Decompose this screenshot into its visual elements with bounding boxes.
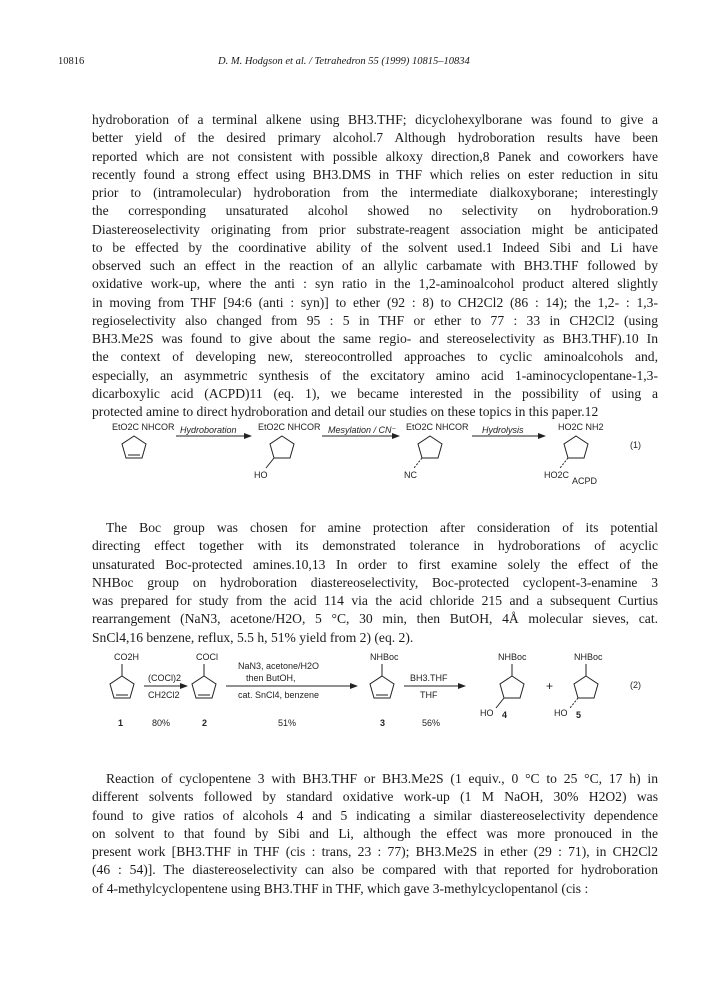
text-line: recently found a strong effect using BH3.DMS in THF which relies on ester reduction in situ: [92, 166, 658, 182]
equation-number: (2): [630, 680, 641, 690]
text-line: directing effect together with its demonstrated tolerance in hydroborations of acyclic: [92, 538, 658, 554]
cn-bond: [414, 458, 422, 468]
cyclopentane-ring: [270, 436, 294, 458]
text-line: different solvents followed by standard oxidative work-up (1 M NaOH, 30% H2O2) was: [92, 789, 658, 805]
oh-bond: [570, 698, 578, 708]
text-line: on solvent to that found by Sibi and Li, although the effect was more pronouced in the: [92, 825, 658, 841]
text-line: present work [BH3.THF in THF (cis : trans, 23 : 77); BH3.Me2S in ether (29 : 71), in CH2Cl2: [92, 844, 658, 859]
yield-label: 80%: [152, 718, 171, 728]
scheme-1-drawing: [92, 422, 658, 494]
arrow-head: [244, 433, 252, 439]
text-line: NHBoc group on hydroboration diastereoselectivity, Boc-protected cyclopent-3-enamine 3: [92, 574, 658, 590]
body-paragraph-1: [92, 111, 658, 421]
hydroxyl-label: HO: [554, 708, 568, 718]
cyclopentane-ring: [500, 676, 524, 698]
cyclopentane-ring: [418, 436, 442, 458]
text-line: unsaturated Boc-protected amines.10,13 In order to first examine solely the effect of the: [92, 556, 658, 572]
text-line: BH3.Me2S was found to give about the same regio- and stereoselectivity as BH3.THF).10 In: [92, 331, 658, 346]
compound-number: 1: [118, 718, 124, 728]
arrow-head: [458, 683, 466, 689]
text-line: rearrangement (NaN3, acetone/H2O, 5 °C, 30 min, then ButOH, 4Å molecular sieves, cat.: [92, 611, 658, 627]
scheme-eq-1: [92, 422, 658, 494]
scheme1-label: EtO2C NHCOR: [112, 422, 175, 432]
group-label: COCl: [196, 652, 218, 662]
scheme-2-drawing: [92, 650, 658, 738]
cyclopentane-ring: [574, 676, 598, 698]
text-line: dicarboxylic acid (ACPD)11 (eq. 1), we became interested in the possibility of using a: [92, 385, 658, 401]
running-header: [58, 56, 658, 72]
arrow-label: Hydroboration: [180, 425, 237, 435]
arrow-head: [350, 683, 358, 689]
text-line: to be effected by the coordinative ability of the solvent used.1 Indeed Sibi and Li have: [92, 239, 658, 255]
catalyst-label: cat. SnCl4, benzene: [238, 690, 320, 700]
oh-bond: [496, 698, 504, 708]
text-line: the context of developing new, stereocontrolled approaches to cyclic aminoalcohols and,: [92, 349, 658, 365]
compound-number: 3: [380, 718, 386, 728]
body-paragraph-3: [92, 770, 658, 898]
text-line: of 4-methylcyclopentene using BH3.THF in THF, which gave 3-methylcyclopentanol (cis :: [92, 880, 589, 896]
product-name: ACPD: [572, 476, 598, 486]
text-line: hydroboration of a terminal alkene using BH3.THF; dicyclohexylborane was found to give a: [92, 112, 658, 127]
text-line: better yield of the desired primary alcohol.7 Although hydroboration results have been: [92, 130, 658, 146]
scheme1-label: EtO2C NHCOR: [406, 422, 469, 432]
text-line: SnCl4,16 benzene, reflux, 5.5 h, 51% yield from 2) (eq. 2).: [92, 629, 414, 645]
text-line: especially, an asymmetric synthesis of the excitatory amino acid 1-aminocyclopentane-1,3-: [92, 367, 658, 383]
text-line: regioselectivity also changed from 95 : 5 in THF or ether to 77 : 33 in CH2Cl2 (using: [92, 312, 658, 328]
compound-number: 2: [202, 718, 208, 728]
arrow-head: [538, 433, 546, 439]
substituent-label: HO: [254, 470, 268, 480]
reagent-label: NaN3, acetone/H2O: [238, 661, 320, 671]
text-line: The Boc group was chosen for amine protection after consideration of its potential: [106, 520, 658, 535]
text-line: Reaction of cyclopentene 3 with BH3.THF or BH3.Me2S (1 equiv., 0 °C to 25 °C, 17 h) in: [106, 771, 658, 786]
arrow-head: [180, 683, 188, 689]
text-line: oxidative work-up, where the anti : syn ratio in the 1,2-aminoalcohol product altered slightly: [92, 276, 658, 292]
text-line: found to give ratios of alcohols 4 and 5 indicating a similar diastereoselectivity dependence: [92, 807, 658, 823]
page-number: 10816: [58, 56, 85, 67]
body-paragraph-2: [92, 519, 658, 647]
reagent-label: then ButOH,: [246, 673, 296, 683]
text-line: the corresponding unsaturated alcohol showed no selectivity on hydroboration.9: [92, 203, 658, 219]
text-line: observed such an effect in the reaction of an allylic carbamate with BH3.THF followed by: [92, 258, 658, 273]
substituent-label: HO2C: [544, 470, 570, 480]
solvent-label: THF: [420, 690, 438, 700]
hydroxyl-label: HO: [480, 708, 494, 718]
scheme1-label: EtO2C NHCOR: [258, 422, 321, 432]
yield-label: 51%: [278, 718, 297, 728]
substituent-label: NC: [404, 470, 417, 480]
text-line: protected amine to direct hydroboration and detail our studies on these topics in this paper.12: [92, 404, 599, 419]
scheme1-label: HO2C NH2: [558, 422, 604, 432]
co2h-bond: [560, 458, 568, 468]
cyclopentane-ring: [564, 436, 588, 458]
text-line: prior to (intramolecular) hydroboration from the intermediate dialkoxyborane; interestingly: [92, 185, 658, 200]
group-label: CO2H: [114, 652, 140, 662]
arrow-label: Mesylation / CN⁻: [328, 425, 397, 435]
solvent-label: CH2Cl2: [148, 690, 180, 700]
reagent-label: (COCl)2: [148, 673, 181, 683]
equation-number: (1): [630, 440, 641, 450]
text-line: was prepared for study from the acid 114 via the acid chloride 215 and a subsequent Curtius: [92, 593, 658, 608]
running-head: D. M. Hodgson et al. / Tetrahedron 55 (1999) 10815–10834: [218, 56, 470, 67]
arrow-label: Hydrolysis: [482, 425, 524, 435]
yield-label: 56%: [422, 718, 441, 728]
text-line: reported which are not consistent with possible alkoxy direction,8 Panek and coworkers have: [92, 148, 658, 164]
compound-number: 5: [576, 710, 582, 720]
text-line: Diastereoselectivity originating from prior substrate-reagent association might be anticipated: [92, 221, 658, 237]
group-label: NHBoc: [498, 652, 527, 662]
scheme-eq-2: [92, 650, 658, 738]
plus-sign: +: [546, 679, 554, 693]
reagent-label: BH3.THF: [410, 673, 448, 683]
group-label: NHBoc: [574, 652, 603, 662]
group-label: NHBoc: [370, 652, 399, 662]
compound-number: 4: [502, 710, 508, 720]
oh-bond: [266, 458, 274, 468]
text-line: (46 : 54)]. The diastereoselectivity can also be compared with that reported for hydroboration: [92, 862, 658, 878]
text-line: in moving from THF [94:6 (anti : syn)] to ether (92 : 8) to CH2Cl2 (86 : 14); the 1,2- : 1,3-: [92, 294, 658, 310]
